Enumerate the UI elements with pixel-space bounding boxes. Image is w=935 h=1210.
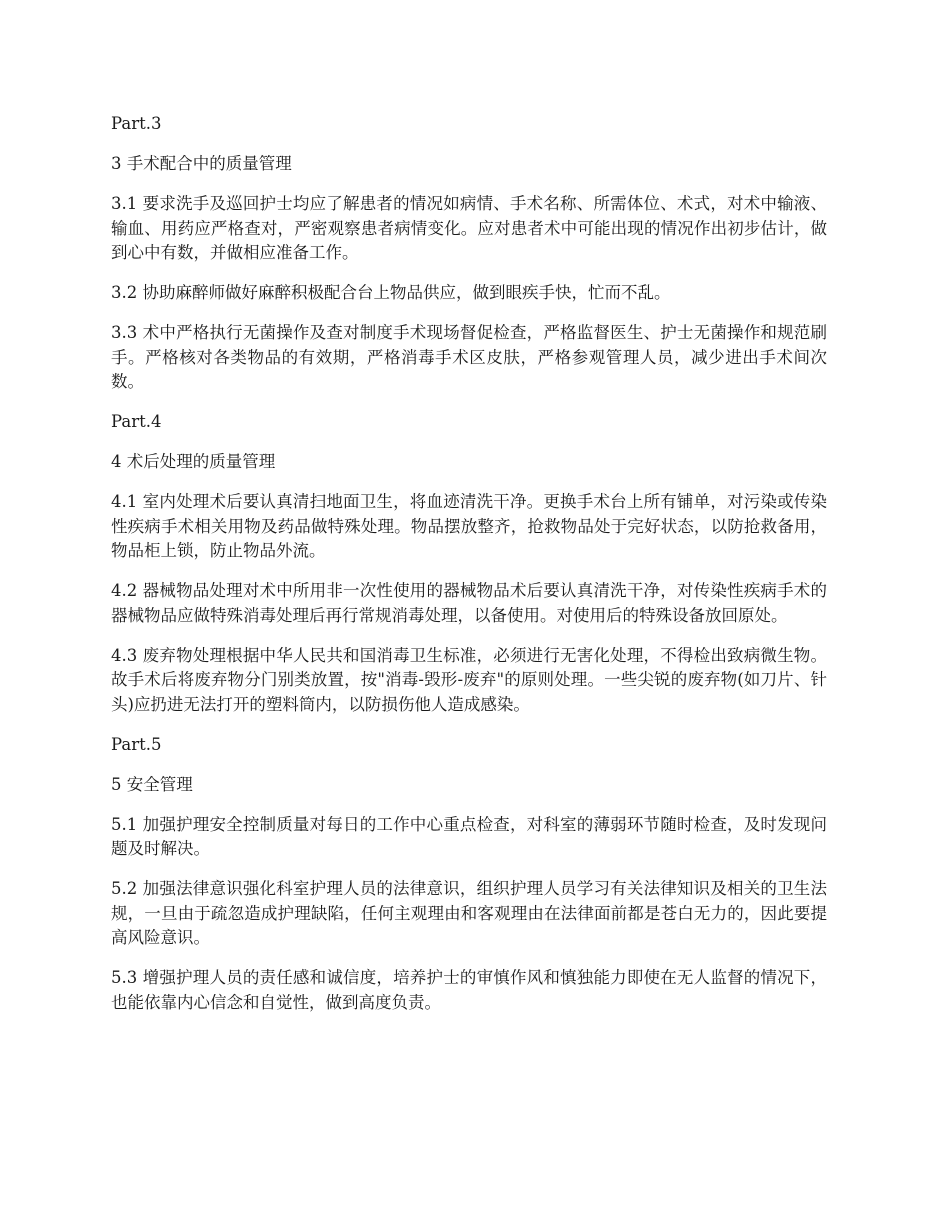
paragraph-4-1: 4.1 室内处理术后要认真清扫地面卫生，将血迹清洗干净。更换手术台上所有铺单，对污染或传染性疾病手术相关用物及药品做特殊处理。物品摆放整齐，抢救物品处于完好状态，以防抢救备用，物品柜上锁，防止物品外流。 xyxy=(111,492,827,560)
paragraph-5-2: 5.2 加强法律意识强化科室护理人员的法律意识，组织护理人员学习有关法律知识及相关的卫生法规，一旦由于疏忽造成护理缺陷，任何主观理由和客观理由在法律面前都是苍白无力的，因此要提高风险意识。 xyxy=(111,879,827,947)
section-heading-5: 5 安全管理 xyxy=(111,774,193,794)
section-heading-4: 4 术后处理的质量管理 xyxy=(111,452,276,471)
paragraph-3-1: 3.1 要求洗手及巡回护士均应了解患者的情况如病情、手术名称、所需体位、术式，对术中输液、输血、用药应严格查对，严密观察患者病情变化。应对患者术中可能出现的情况作出初步估计，做到心中有数，并做相应准备工作。 xyxy=(111,194,827,262)
section-heading-3: 3 手术配合中的质量管理 xyxy=(111,154,292,173)
paragraph-5-3: 5.3 增强护理人员的责任感和诚信度，培养护士的审慎作风和慎独能力即使在无人监督的情况下，也能依靠内心信念和自觉性，做到高度负责。 xyxy=(111,968,827,1012)
part-label-5: Part.5 xyxy=(111,734,162,754)
paragraph-3-2: 3.2 协助麻醉师做好麻醉积极配合台上物品供应，做到眼疾手快，忙而不乱。 xyxy=(111,283,671,302)
part-label-4: Part.4 xyxy=(111,412,162,431)
paragraph-4-3: 4.3 废弃物处理根据中华人民共和国消毒卫生标准，必须进行无害化处理，不得检出致病微生物。故手术后将废弃物分门别类放置，按"消毒-毁形-废弃"的原则处理。一些尖锐的废弃物(如刀片、针头)应扔进无法打开的塑料筒内，以防损伤他人造成感染。 xyxy=(111,645,827,714)
part-label-3: Part.3 xyxy=(111,114,162,133)
document-page xyxy=(111,112,827,1031)
paragraph-3-3: 3.3 术中严格执行无菌操作及查对制度手术现场督促检查，严格监督医生、护士无菌操作和规范刷手。严格核对各类物品的有效期，严格消毒手术区皮肤，严格参观管理人员，减少进出手术间次数。 xyxy=(111,323,827,391)
paragraph-4-2: 4.2 器械物品处理对术中所用非一次性使用的器械物品术后要认真清洗干净，对传染性疾病手术的器械物品应做特殊消毒处理后再行常规消毒处理，以备使用。对使用后的特殊设备放回原处。 xyxy=(111,581,827,625)
paragraph-5-1: 5.1 加强护理安全控制质量对每日的工作中心重点检查，对科室的薄弱环节随时检查，及时发现问题及时解决。 xyxy=(111,814,827,858)
